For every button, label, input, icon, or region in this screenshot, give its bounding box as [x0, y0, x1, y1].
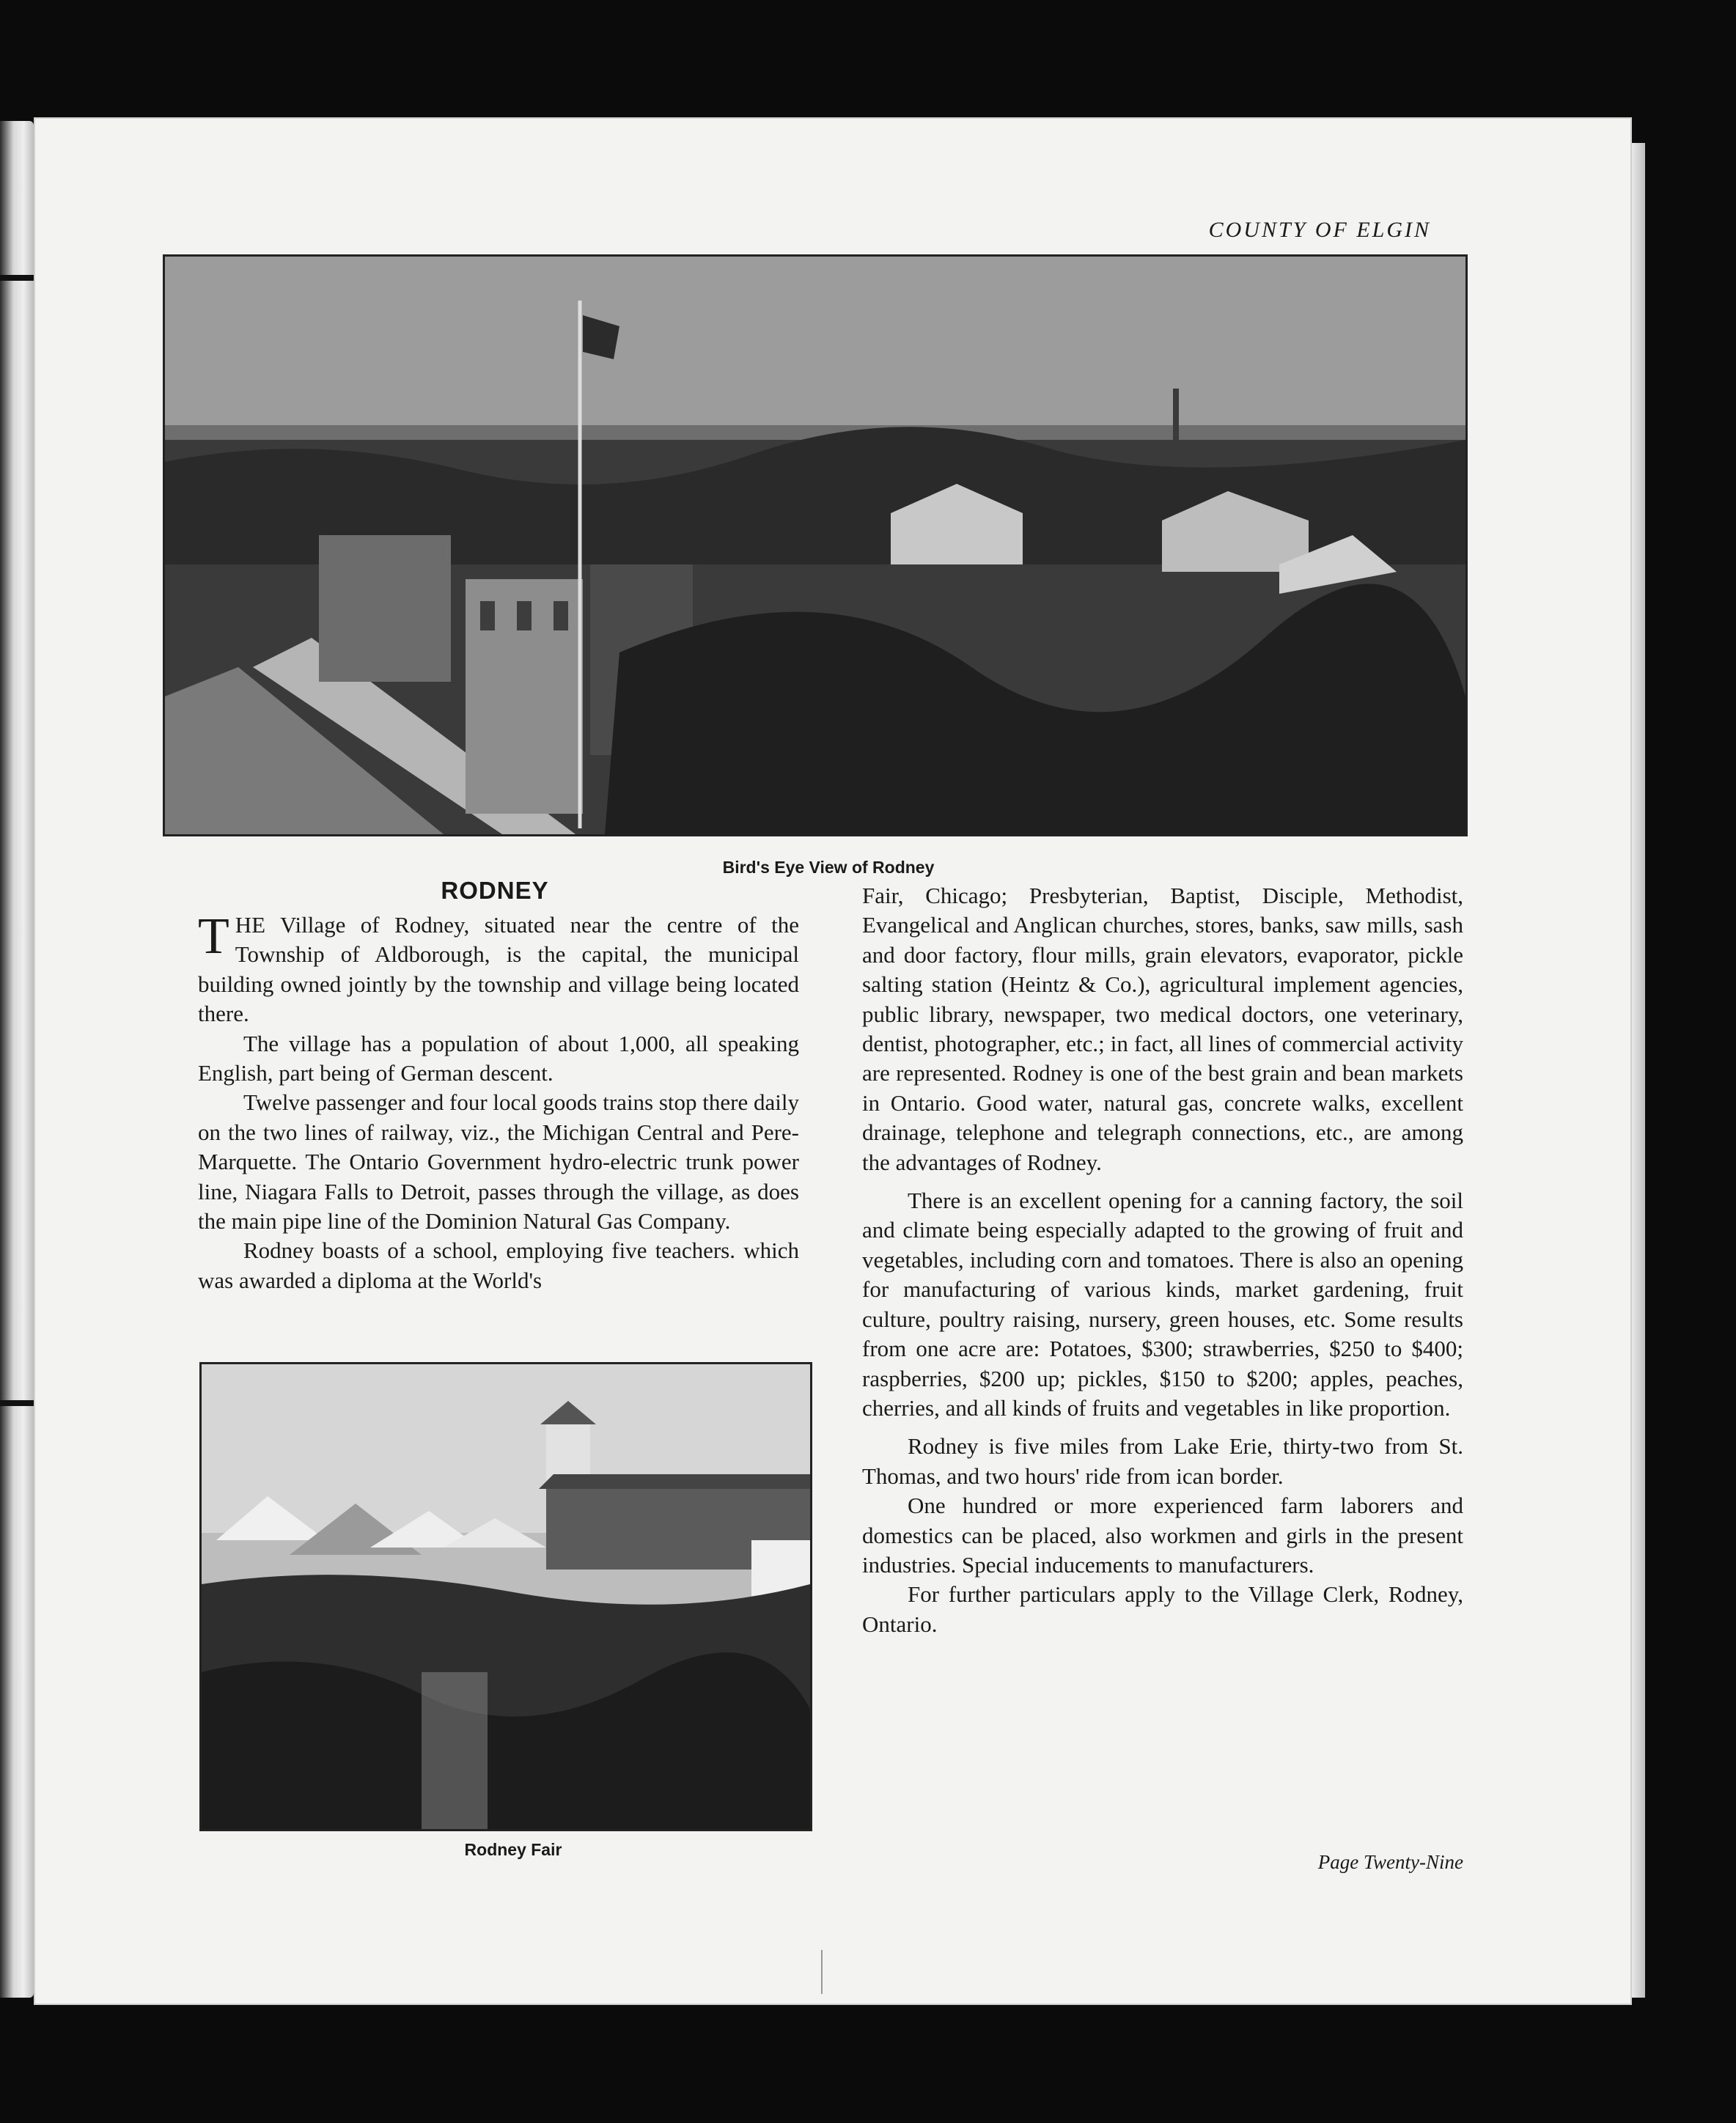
page-number: Page Twenty-Nine: [1317, 1851, 1463, 1873]
binding-staple: [0, 1400, 38, 1406]
article-paragraph: The village has a population of about 1,000, all speaking English, part being of German descent.: [198, 1030, 799, 1086]
article-paragraph: There is an excellent opening for a canning factory, the soil and climate being especially adapted to the growing of fruit and vegetables, including corn and tomatoes. There is also an opening for manufacturing of various kinds, market gardening, fruit culture, poultry raising, nursery, green houses, etc. Some results from one acre are: Potatoes, $300; strawberries, $250 to $400; raspberries, $200 up; pickles, $150 to $200; apples, peaches, cherries, and all kinds of fruits and vegetables in like proportion.: [862, 1188, 1463, 1421]
article-paragraph: Fair, Chicago; Presbyterian, Baptist, Disciple, Methodist, Evangelical and Anglican churches, stores, banks, saw mills, sash and door factory, flour mills, grain elevators, evaporator, pickle salting station (Heintz & Co.), agricultural implement agencies, public library, newspaper, two medical doctors, one veterinary, dentist, photographer, etc.; in fact, all lines of commercial activity are represented. Rodney is one of the best grain and bean markets in Ontario. Good water, natural gas, concrete walks, excellent drainage, telephone and telegraph connections, etc., are among the advantages of Rodney.: [862, 883, 1463, 1175]
previous-page-edge: [0, 121, 34, 1998]
village-photo-illustration: [165, 257, 1465, 834]
article-column-right: [862, 881, 1463, 1639]
article-paragraph: One hundred or more experienced farm laborers and domestics can be placed, also workmen and girls in the present industries. Special inducements to manufacturers.: [862, 1493, 1463, 1578]
running-header: COUNTY OF ELGIN: [1208, 218, 1431, 242]
drop-cap: T: [198, 908, 229, 965]
article-paragraph: THE Village of Rodney, situated near the centre of the Township of Aldborough, is the capital, the municipal building owned jointly by the township and village being located there.: [198, 908, 799, 1027]
photo-caption-birds-eye: Bird's Eye View of Rodney: [722, 858, 935, 877]
fair-photo-illustration: [202, 1364, 810, 1829]
binding-staple: [0, 275, 38, 281]
rodney-fair-photo: [199, 1362, 812, 1831]
article-heading: RODNEY: [441, 877, 549, 904]
page-fold-mark: [821, 1950, 823, 1994]
article-paragraph: Twelve passenger and four local goods trains stop there daily on the two lines of railway, viz., the Michigan Central and Pere-Marquette. The Ontario Government hydro-electric trunk power line, Niagara Falls to Detroit, passes through the village, as does the main pipe line of the Dominion Natural Gas Company.: [198, 1089, 799, 1235]
article-column-left: [198, 910, 799, 1295]
article-paragraph: Rodney boasts of a school, employing five teachers. which was awarded a diploma at the World's: [198, 1237, 799, 1293]
article-paragraph: Rodney is five miles from Lake Erie, thirty-two from St. Thomas, and two hours' ride from ican border.: [862, 1433, 1463, 1489]
photo-caption-fair: Rodney Fair: [464, 1840, 562, 1859]
birds-eye-view-photo: [163, 254, 1468, 836]
page-edge-right: [1632, 143, 1645, 1998]
article-paragraph: For further particulars apply to the Village Clerk, Rodney, Ontario.: [862, 1581, 1463, 1637]
